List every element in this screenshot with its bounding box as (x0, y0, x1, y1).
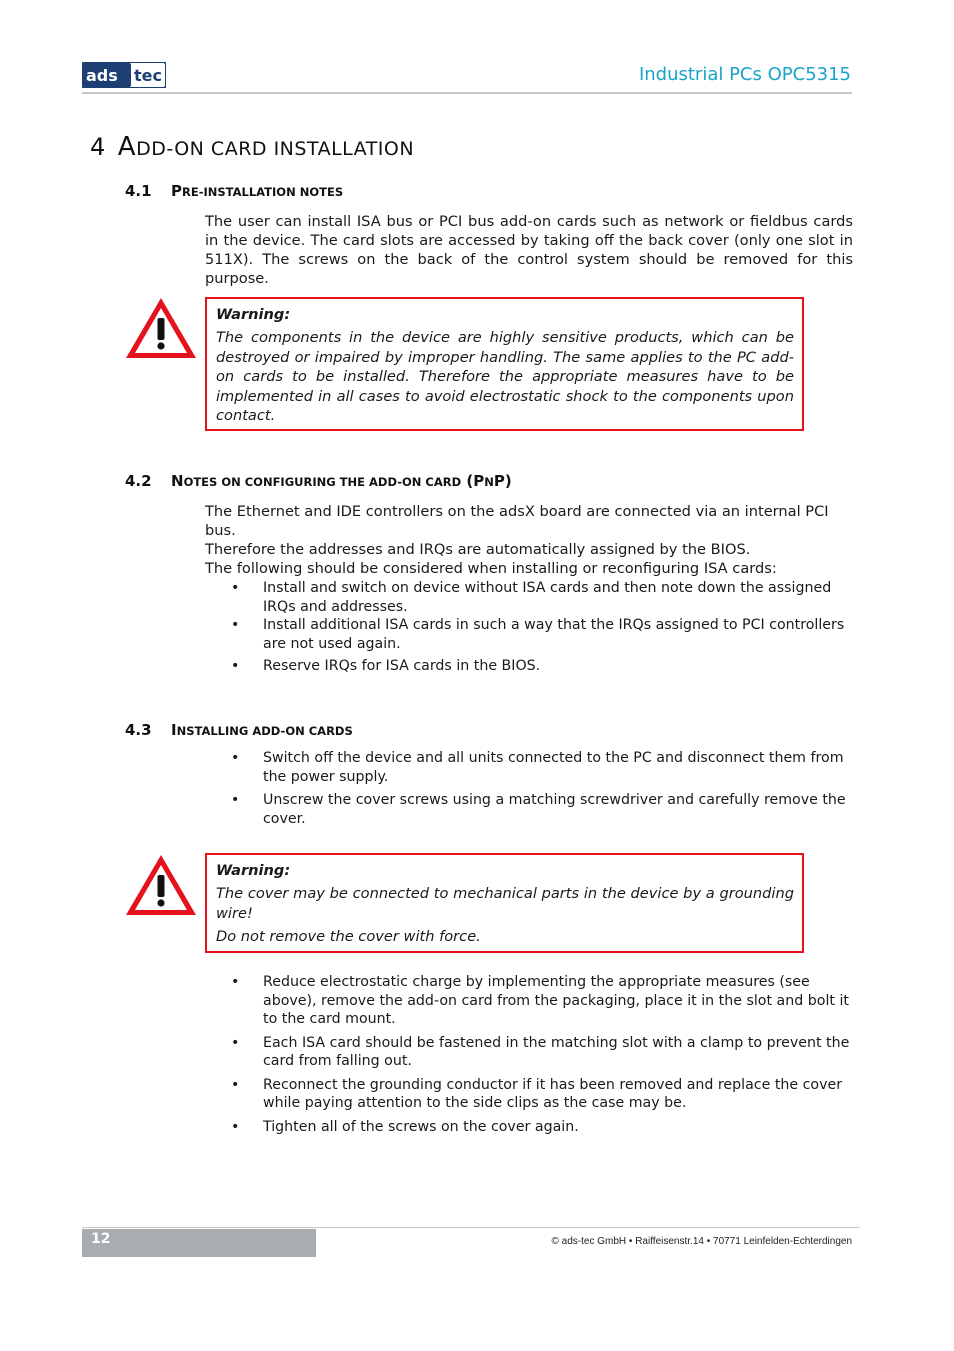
section-title-initial: I (171, 721, 177, 739)
page-number: 12 (91, 1231, 111, 1247)
list-item: • Install and switch on device without ISA cards and then note down the assigned IRQs and addresses. (205, 579, 853, 616)
section-title-pnp-middle: N (484, 475, 494, 489)
footer-divider (82, 1227, 860, 1228)
configuring-paragraph (205, 502, 853, 578)
warning-triangle-icon (124, 853, 198, 917)
footer-page-bar (82, 1229, 316, 1257)
warning-triangle-icon (124, 296, 198, 360)
installing-bullet-list-b (205, 973, 853, 1136)
warning-title: Warning: (216, 862, 291, 879)
section-title-initial: N (171, 472, 184, 490)
chapter-heading (90, 132, 414, 162)
paragraph-line: The following should be considered when installing or reconfiguring ISA cards: (205, 560, 777, 577)
list-item: • Reduce electrostatic charge by implementing the appropriate measures (see above), remove the add-on card from the packaging, place it in the slot and bolt it to the card mount. (205, 973, 853, 1029)
warning-text: The components in the device are highly sensitive products, which can be destroyed or impaired by improper handling. The same applies to the PC add-on cards to be installed. Therefore the appropriate measures have to be implemented in all cases to avoid electrostatic shock to the components upon contact. (216, 329, 794, 425)
ads-tec-logo (82, 62, 166, 88)
section-title-rest: NSTALLING ADD-ON CARDS (176, 724, 353, 738)
chapter-title-rest: DD-ON CARD INSTALLATION (136, 138, 415, 160)
section-number: 4.3 (125, 721, 152, 739)
warning-box-electrostatic (205, 297, 804, 431)
list-item: • Reconnect the grounding conductor if it has been removed and replace the cover while paying attention to the side clips as the case may be. (205, 1076, 853, 1113)
paragraph-line: The Ethernet and IDE controllers on the adsX board are connected via an internal PCI bus. (205, 503, 829, 539)
list-item: • Tighten all of the screws on the cover again. (205, 1118, 853, 1137)
list-item: • Reserve IRQs for ISA cards in the BIOS. (205, 657, 853, 676)
warning-text: Do not remove the cover with force. (216, 928, 481, 946)
installing-bullet-list-a (205, 749, 853, 828)
list-item: • Switch off the device and all units connected to the PC and disconnect them from the power supply. (205, 749, 853, 786)
list-item: • Each ISA card should be fastened in the matching slot with a clamp to prevent the card from falling out. (205, 1034, 853, 1071)
section-heading-4-2 (125, 472, 512, 490)
pre-installation-paragraph (205, 212, 853, 288)
header-divider (82, 92, 852, 94)
header-title: Industrial PCs OPC5315 (638, 64, 851, 85)
chapter-number: 4 (90, 133, 106, 161)
section-title-rest: RE-INSTALLATION NOTES (182, 185, 344, 199)
footer-copyright: © ads-tec GmbH • Raiffeisenstr.14 • 70771 Leinfelden-Echterdingen (551, 1236, 852, 1247)
section-heading-4-1 (125, 182, 343, 200)
chapter-initial: A (117, 132, 137, 162)
section-heading-4-3 (125, 721, 353, 739)
section-title-pnp-start: (P (466, 472, 485, 490)
section-title-initial: P (171, 182, 182, 200)
configuring-bullet-list (205, 579, 853, 676)
paragraph-text: The user can install ISA bus or PCI bus add-on cards such as network or fieldbus cards in the device. The card slots are accessed by taking off the back cover (only one slot in 511X). The screws on the back of the control system should be removed for this purpose. (205, 213, 853, 287)
list-item: • Install additional ISA cards in such a way that the IRQs assigned to PCI controllers are not used again. (205, 616, 853, 653)
svg-text:ads: ads (86, 66, 118, 85)
section-title-rest: OTES ON CONFIGURING THE ADD-ON CARD (183, 475, 462, 489)
section-number: 4.1 (125, 182, 152, 200)
section-number: 4.2 (125, 472, 152, 490)
section-title-pnp-end: P) (493, 472, 512, 490)
list-item: • Unscrew the cover screws using a matching screwdriver and carefully remove the cover. (205, 791, 853, 828)
warning-title: Warning: (216, 306, 291, 323)
warning-box-cover (205, 853, 804, 953)
svg-text:tec: tec (134, 66, 162, 85)
warning-text: The cover may be connected to mechanical parts in the device by a grounding wire! (216, 885, 794, 922)
paragraph-line: Therefore the addresses and IRQs are automatically assigned by the BIOS. (205, 541, 751, 558)
